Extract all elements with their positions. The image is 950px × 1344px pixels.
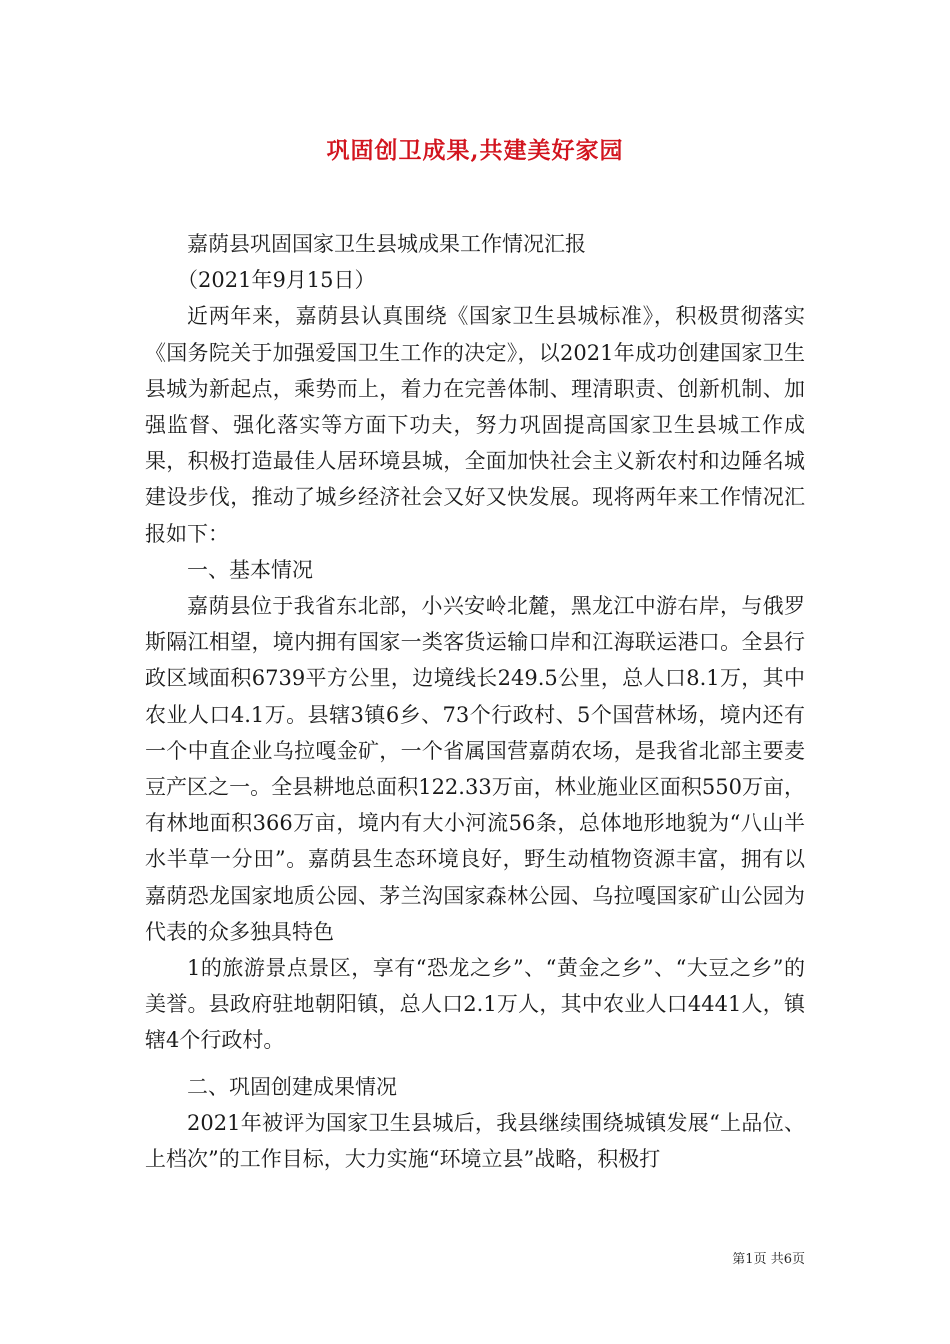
page-total: 6 [783,1252,792,1267]
basic-situation-paragraph: 嘉荫县位于我省东北部，小兴安岭北麓，黑龙江中游右岸，与俄罗斯隔江相望，境内拥有国家一类客货运输口岸和江海联运港口。全县行政区域面积6739平方公里，边境线长249.5公里，总人口8.1万，其中农业人口4.1万。县辖3镇6乡、73个行政村、5个国营林场，境内还有一个中直企业乌拉嘎金矿，一个省属国营嘉荫农场，是我省北部主要麦豆产区之一。全县耕地总面积122.33万亩，林业施业区面积550万亩，有林地面积366万亩，境内有大小河流56条，总体地形地貌为“八山半水半草一分田”。嘉荫县生态环境良好，野生动植物资源丰富，拥有以嘉荫恐龙国家地质公园、茅兰沟国家森林公园、乌拉嘎国家矿山公园为代表的众多独具特色 [145,594,805,944]
page-suffix: 页 [791,1252,805,1267]
document-body [145,226,805,1177]
document-title: 巩固创卫成果,共建美好家园 [326,137,624,164]
page-current: 1 [745,1252,754,1267]
report-subtitle: 嘉荫县巩固国家卫生县城成果工作情况汇报 [187,232,586,256]
page-middle: 页 共 [753,1252,784,1267]
paragraph-gap [145,1059,805,1069]
basic-situation-continued: 1的旅游景点景区，享有“恐龙之乡”、“黄金之乡”、“大豆之乡”的美誉。县政府驻地朝阳镇，总人口2.1万人，其中农业人口4441人，镇辖4个行政村。 [145,956,805,1053]
section-heading-consolidation: 二、巩固创建成果情况 [187,1074,397,1099]
report-date: （2021年9月15日） [177,268,376,293]
intro-paragraph: 近两年来，嘉荫县认真围绕《国家卫生县城标准》，积极贯彻落实《国务院关于加强爱国卫生工作的决定》，以2021年成功创建国家卫生县城为新起点，乘势而上，着力在完善体制、理清职责、创新机制、加强监督、强化落实等方面下功夫，努力巩固提高国家卫生县城工作成果，积极打造最佳人居环境县城，全面加快社会主义新农村和边陲名城建设步伐，推动了城乡经济社会又好又快发展。现将两年来工作情况汇报如下： [145,304,805,546]
section-heading-basic: 一、基本情况 [187,557,313,582]
consolidation-paragraph: 2021年被评为国家卫生县城后，我县继续围绕城镇发展“上品位、上档次”的工作目标，大力实施“环境立县”战略，积极打 [145,1110,805,1172]
page-number [600,1248,805,1267]
page-prefix: 第 [732,1252,746,1267]
